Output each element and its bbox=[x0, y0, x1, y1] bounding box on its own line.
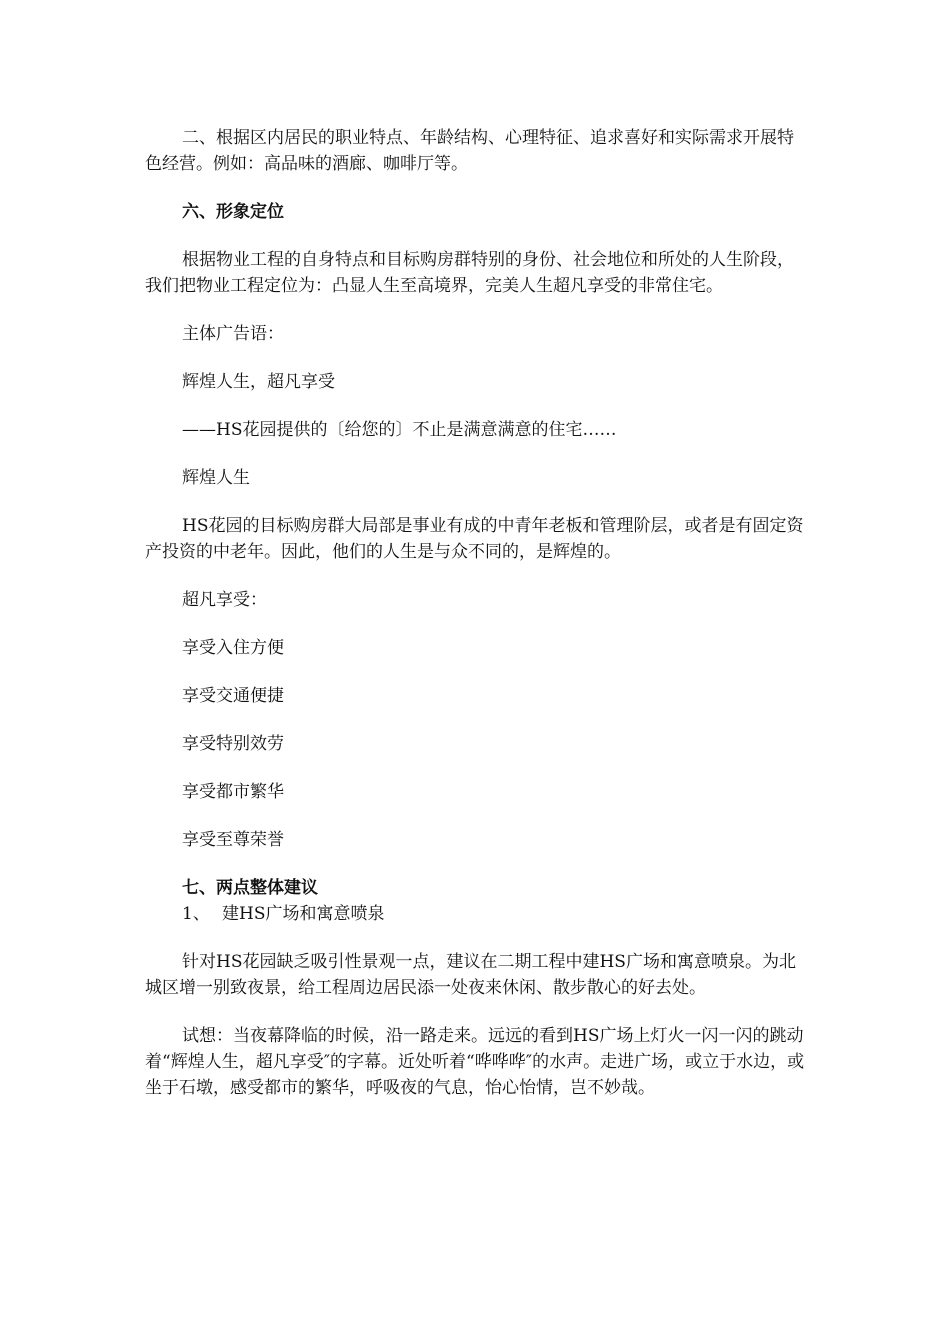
slogan-subtext: ——HS花园提供的〔给您的〕不止是满意满意的住宅…… bbox=[182, 420, 617, 440]
slogan-text: 辉煌人生，超凡享受 bbox=[182, 372, 335, 392]
document-body bbox=[145, 125, 805, 1101]
section-heading-image-positioning: 六、形象定位 bbox=[182, 202, 284, 222]
enjoy-item: 享受至尊荣誉 bbox=[182, 830, 284, 850]
paragraph-positioning: 根据物业工程的自身特点和目标购房群特别的身份、社会地位和所处的人生阶段，我们把物业工程定位为：凸显人生至高境界，完美人生超凡享受的非常住宅。 bbox=[145, 250, 794, 296]
slogan-label: 主体广告语： bbox=[182, 324, 284, 344]
glory-title: 辉煌人生 bbox=[182, 468, 250, 488]
numbered-item-1 bbox=[145, 901, 805, 927]
item-number: 1、 bbox=[182, 904, 210, 924]
enjoy-item: 享受入住方便 bbox=[182, 638, 284, 658]
enjoy-title: 超凡享受： bbox=[182, 590, 267, 610]
paragraph-business-features: 二、根据区内居民的职业特点、年龄结构、心理特征、追求喜好和实际需求开展特色经营。例如：高品味的酒廊、咖啡厅等。 bbox=[145, 128, 794, 174]
enjoy-item: 享受特别效劳 bbox=[182, 734, 284, 754]
enjoy-item: 享受都市繁华 bbox=[182, 782, 284, 802]
section-heading-suggestions: 七、两点整体建议 bbox=[182, 878, 318, 898]
enjoy-item: 享受交通便捷 bbox=[182, 686, 284, 706]
paragraph-imagine: 试想：当夜幕降临的时候，沿一路走来。远远的看到HS广场上灯火一闪一闪的跳动着“辉煌人生，超凡享受″的字幕。近处听着“哗哗哗″的水声。走进广场，或立于水边，或坐于石墩，感受都市的繁华，呼吸夜的气息，怡心怡情，岂不妙哉。 bbox=[145, 1026, 805, 1098]
item-text: 建HS广场和寓意喷泉 bbox=[222, 904, 385, 924]
paragraph-plaza-suggestion: 针对HS花园缺乏吸引性景观一点，建议在二期工程中建HS广场和寓意喷泉。为北城区增一别致夜景，给工程周边居民添一处夜来休闲、散步散心的好去处。 bbox=[145, 952, 796, 998]
paragraph-target-buyers: HS花园的目标购房群大局部是事业有成的中青年老板和管理阶层，或者是有固定资产投资的中老年。因此，他们的人生是与众不同的，是辉煌的。 bbox=[145, 516, 804, 562]
